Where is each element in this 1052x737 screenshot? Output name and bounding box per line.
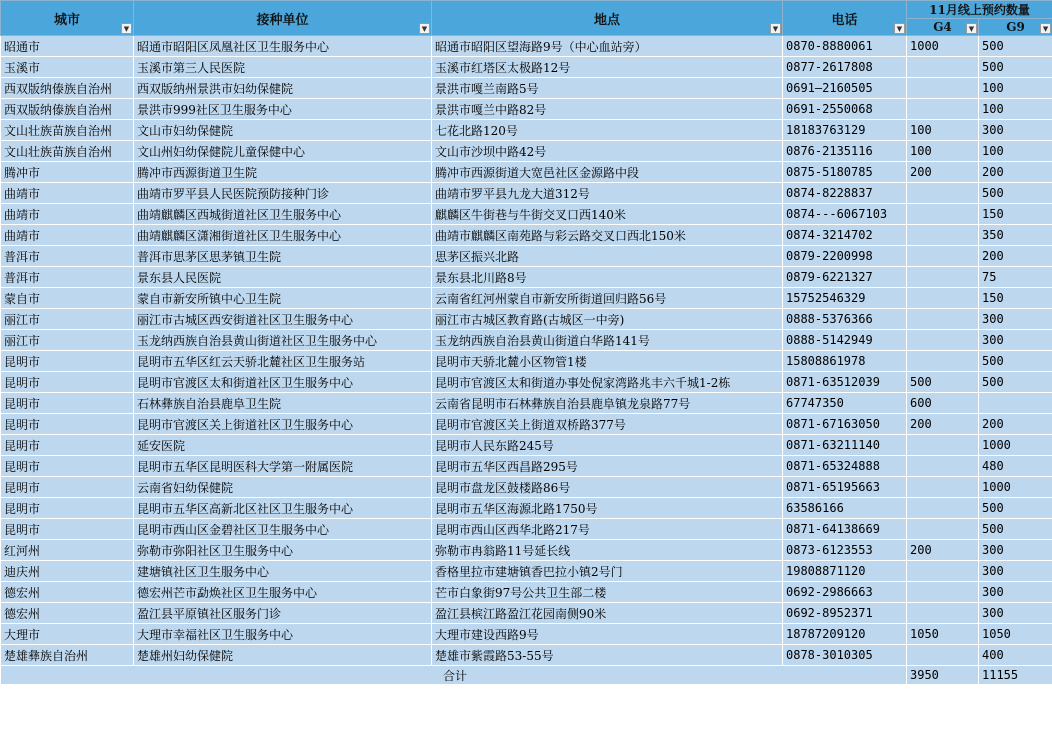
cell-g4[interactable] [907, 456, 979, 477]
header-city-label: 城市 [53, 12, 80, 28]
table-row [1, 624, 1052, 645]
cell-address[interactable]: 盈江县槟江路盈江花园南侧90米 [432, 603, 783, 624]
table-row [1, 57, 1052, 78]
cell-phone[interactable]: 0874-8228837 [783, 183, 907, 204]
cell-unit[interactable]: 文山市妇幼保健院 [134, 120, 432, 141]
cell-phone[interactable]: 0874-3214702 [783, 225, 907, 246]
cell-g4[interactable] [907, 57, 979, 78]
cell-g4[interactable] [907, 351, 979, 372]
header-city [1, 1, 134, 36]
cell-city[interactable]: 西双版纳傣族自治州 [1, 78, 134, 99]
cell-g4[interactable]: 200 [907, 162, 979, 183]
filter-dropdown-icon[interactable]: ▼ [121, 23, 132, 34]
filter-dropdown-icon[interactable]: ▼ [966, 23, 977, 34]
cell-address[interactable]: 腾冲市西源街道大宽邑社区金源路中段 [432, 162, 783, 183]
cell-g9[interactable]: 300 [979, 540, 1052, 561]
cell-g9[interactable]: 500 [979, 372, 1052, 393]
cell-city[interactable]: 丽江市 [1, 330, 134, 351]
total-g4[interactable]: 3950 [907, 666, 979, 685]
header-unit [134, 1, 432, 36]
cell-phone[interactable]: 15808861978 [783, 351, 907, 372]
header-g4 [907, 19, 979, 36]
table-row [1, 36, 1052, 57]
table-row [1, 477, 1052, 498]
cell-phone[interactable]: 0876-2135116 [783, 141, 907, 162]
table-row [1, 603, 1052, 624]
table-row [1, 99, 1052, 120]
cell-unit[interactable]: 玉溪市第三人民医院 [134, 57, 432, 78]
cell-city[interactable]: 丽江市 [1, 309, 134, 330]
cell-g9[interactable]: 100 [979, 99, 1052, 120]
cell-address[interactable]: 云南省昆明市石林彝族自治县鹿阜镇龙泉路77号 [432, 393, 783, 414]
cell-unit[interactable]: 景东县人民医院 [134, 267, 432, 288]
table-row [1, 267, 1052, 288]
cell-city[interactable]: 昆明市 [1, 393, 134, 414]
cell-g9[interactable]: 300 [979, 309, 1052, 330]
cell-address[interactable]: 香格里拉市建塘镇香巴拉小镇2号门 [432, 561, 783, 582]
cell-g9[interactable]: 500 [979, 351, 1052, 372]
cell-unit[interactable]: 昆明市西山区金碧社区卫生服务中心 [134, 519, 432, 540]
cell-g4[interactable]: 600 [907, 393, 979, 414]
cell-g9[interactable]: 100 [979, 78, 1052, 99]
cell-city[interactable]: 昆明市 [1, 498, 134, 519]
cell-city[interactable]: 西双版纳傣族自治州 [1, 99, 134, 120]
cell-unit[interactable]: 普洱市思茅区思茅镇卫生院 [134, 246, 432, 267]
cell-g9[interactable]: 300 [979, 582, 1052, 603]
cell-g4[interactable] [907, 582, 979, 603]
cell-phone[interactable]: 0888-5142949 [783, 330, 907, 351]
cell-phone[interactable]: 0692-2986663 [783, 582, 907, 603]
cell-city[interactable]: 腾冲市 [1, 162, 134, 183]
cell-address[interactable]: 云南省红河州蒙自市新安所街道回归路56号 [432, 288, 783, 309]
cell-address[interactable]: 昆明市五华区海源北路1750号 [432, 498, 783, 519]
cell-phone[interactable]: 0871-63512039 [783, 372, 907, 393]
cell-g9[interactable]: 400 [979, 645, 1052, 666]
table-row [1, 309, 1052, 330]
cell-g9[interactable]: 300 [979, 603, 1052, 624]
table-row [1, 540, 1052, 561]
cell-g4[interactable] [907, 435, 979, 456]
cell-unit[interactable]: 德宏州芒市勐焕社区卫生服务中心 [134, 582, 432, 603]
cell-city[interactable]: 普洱市 [1, 246, 134, 267]
cell-unit[interactable]: 玉龙纳西族自治县黄山街道社区卫生服务中心 [134, 330, 432, 351]
header-g9 [979, 19, 1052, 36]
cell-g9[interactable]: 150 [979, 288, 1052, 309]
cell-phone[interactable]: 0691—2160505 [783, 78, 907, 99]
cell-g9[interactable]: 500 [979, 183, 1052, 204]
table-row [1, 414, 1052, 435]
table-row [1, 162, 1052, 183]
cell-unit[interactable]: 文山州妇幼保健院儿童保健中心 [134, 141, 432, 162]
cell-unit[interactable]: 曲靖麒麟区潇湘街道社区卫生服务中心 [134, 225, 432, 246]
table-body [1, 36, 1052, 685]
cell-city[interactable]: 迪庆州 [1, 561, 134, 582]
total-label[interactable]: 合计 [1, 666, 907, 685]
filter-dropdown-icon[interactable]: ▼ [419, 23, 430, 34]
cell-g9[interactable]: 500 [979, 498, 1052, 519]
filter-dropdown-icon[interactable]: ▼ [770, 23, 781, 34]
header-g4-label: G4 [933, 20, 952, 34]
cell-city[interactable]: 昆明市 [1, 414, 134, 435]
cell-g9[interactable]: 100 [979, 141, 1052, 162]
cell-address[interactable]: 景东县北川路8号 [432, 267, 783, 288]
cell-address[interactable]: 昆明市人民东路245号 [432, 435, 783, 456]
cell-address[interactable]: 昆明市五华区西昌路295号 [432, 456, 783, 477]
cell-g4[interactable] [907, 519, 979, 540]
cell-g9[interactable] [979, 393, 1052, 414]
cell-g4[interactable] [907, 99, 979, 120]
cell-unit[interactable]: 石林彝族自治县鹿阜卫生院 [134, 393, 432, 414]
cell-city[interactable]: 昆明市 [1, 456, 134, 477]
cell-unit[interactable]: 弥勒市弥阳社区卫生服务中心 [134, 540, 432, 561]
table-row [1, 330, 1052, 351]
cell-address[interactable]: 玉龙纳西族自治县黄山街道白华路141号 [432, 330, 783, 351]
cell-city[interactable]: 昭通市 [1, 36, 134, 57]
cell-unit[interactable]: 建塘镇社区卫生服务中心 [134, 561, 432, 582]
cell-unit[interactable]: 盈江县平原镇社区服务门诊 [134, 603, 432, 624]
cell-city[interactable]: 昆明市 [1, 477, 134, 498]
cell-city[interactable]: 曲靖市 [1, 183, 134, 204]
cell-city[interactable]: 德宏州 [1, 582, 134, 603]
cell-phone[interactable]: 0871-67163050 [783, 414, 907, 435]
cell-g9[interactable]: 300 [979, 330, 1052, 351]
cell-unit[interactable]: 昆明市官渡区太和街道社区卫生服务中心 [134, 372, 432, 393]
header-booking-group-label: 11月线上预约数量 [929, 3, 1030, 17]
cell-phone[interactable]: 0873-6123553 [783, 540, 907, 561]
cell-g4[interactable] [907, 267, 979, 288]
cell-unit[interactable]: 西双版纳州景洪市妇幼保健院 [134, 78, 432, 99]
cell-g4[interactable] [907, 225, 979, 246]
cell-address[interactable]: 大理市建设西路9号 [432, 624, 783, 645]
cell-unit[interactable]: 景洪市999社区卫生服务中心 [134, 99, 432, 120]
cell-g4[interactable]: 1000 [907, 36, 979, 57]
table-row [1, 372, 1052, 393]
cell-phone[interactable]: 19808871120 [783, 561, 907, 582]
cell-phone[interactable]: 0879-2200998 [783, 246, 907, 267]
cell-address[interactable]: 玉溪市红塔区太极路12号 [432, 57, 783, 78]
cell-phone[interactable]: 0871-65195663 [783, 477, 907, 498]
cell-unit[interactable]: 昆明市五华区红云天骄北麓社区卫生服务站 [134, 351, 432, 372]
cell-city[interactable]: 蒙自市 [1, 288, 134, 309]
cell-address[interactable]: 芒市白象街97号公共卫生部二楼 [432, 582, 783, 603]
cell-city[interactable]: 曲靖市 [1, 204, 134, 225]
cell-unit[interactable]: 延安医院 [134, 435, 432, 456]
table-row [1, 498, 1052, 519]
table-row [1, 582, 1052, 603]
total-g9[interactable]: 11155 [979, 666, 1052, 685]
cell-g4[interactable]: 200 [907, 540, 979, 561]
cell-g9[interactable]: 500 [979, 519, 1052, 540]
cell-address[interactable]: 景洪市嘎兰南路5号 [432, 78, 783, 99]
filter-dropdown-icon[interactable]: ▼ [1040, 23, 1051, 34]
cell-g9[interactable]: 200 [979, 246, 1052, 267]
header-phone-label: 电话 [831, 12, 858, 28]
cell-city[interactable]: 昆明市 [1, 372, 134, 393]
cell-g4[interactable]: 1050 [907, 624, 979, 645]
cell-phone[interactable]: 0870-8880061 [783, 36, 907, 57]
cell-g4[interactable] [907, 288, 979, 309]
header-booking-group [907, 1, 1052, 19]
table-row [1, 141, 1052, 162]
cell-unit[interactable]: 云南省妇幼保健院 [134, 477, 432, 498]
table-row [1, 225, 1052, 246]
cell-g4[interactable] [907, 246, 979, 267]
cell-g4[interactable]: 200 [907, 414, 979, 435]
cell-city[interactable]: 楚雄彝族自治州 [1, 645, 134, 666]
cell-g4[interactable] [907, 183, 979, 204]
cell-phone[interactable]: 0875-5180785 [783, 162, 907, 183]
cell-g9[interactable]: 200 [979, 162, 1052, 183]
cell-unit[interactable]: 蒙自市新安所镇中心卫生院 [134, 288, 432, 309]
cell-unit[interactable]: 曲靖市罗平县人民医院预防接种门诊 [134, 183, 432, 204]
cell-address[interactable]: 文山市沙坝中路42号 [432, 141, 783, 162]
cell-city[interactable]: 昆明市 [1, 351, 134, 372]
cell-city[interactable]: 玉溪市 [1, 57, 134, 78]
cell-unit[interactable]: 昆明市五华区昆明医科大学第一附属医院 [134, 456, 432, 477]
cell-g4[interactable]: 500 [907, 372, 979, 393]
cell-phone[interactable]: 0879-6221327 [783, 267, 907, 288]
cell-unit[interactable]: 楚雄州妇幼保健院 [134, 645, 432, 666]
cell-phone[interactable]: 0871-65324888 [783, 456, 907, 477]
cell-city[interactable]: 德宏州 [1, 603, 134, 624]
cell-unit[interactable]: 昭通市昭阳区凤凰社区卫生服务中心 [134, 36, 432, 57]
table-row [1, 351, 1052, 372]
cell-g9[interactable]: 300 [979, 561, 1052, 582]
cell-g9[interactable]: 75 [979, 267, 1052, 288]
table-row [1, 288, 1052, 309]
table-row [1, 519, 1052, 540]
cell-g9[interactable]: 350 [979, 225, 1052, 246]
cell-phone[interactable]: 18787209120 [783, 624, 907, 645]
table-row [1, 561, 1052, 582]
table-row [1, 645, 1052, 666]
cell-phone[interactable]: 0691-2550068 [783, 99, 907, 120]
table-row [1, 204, 1052, 225]
cell-phone[interactable]: 63586166 [783, 498, 907, 519]
header-address [432, 1, 783, 36]
cell-g9[interactable]: 1000 [979, 477, 1052, 498]
cell-g4[interactable] [907, 309, 979, 330]
table-row [1, 120, 1052, 141]
cell-address[interactable]: 昆明市官渡区太和街道办事处倪家湾路兆丰六千城1-2栋 [432, 372, 783, 393]
cell-address[interactable]: 昆明市西山区西华北路217号 [432, 519, 783, 540]
cell-city[interactable]: 大理市 [1, 624, 134, 645]
cell-address[interactable]: 弥勒市冉翁路11号延长线 [432, 540, 783, 561]
cell-g9[interactable]: 500 [979, 36, 1052, 57]
cell-city[interactable]: 普洱市 [1, 267, 134, 288]
cell-g4[interactable]: 100 [907, 141, 979, 162]
cell-address[interactable]: 麒麟区牛街巷与牛街交叉口西140米 [432, 204, 783, 225]
cell-g4[interactable] [907, 330, 979, 351]
cell-phone[interactable]: 67747350 [783, 393, 907, 414]
table-row [1, 246, 1052, 267]
header-g9-label: G9 [1006, 20, 1025, 34]
cell-phone[interactable]: 18183763129 [783, 120, 907, 141]
header-unit-label: 接种单位 [256, 12, 309, 28]
table-row [1, 78, 1052, 99]
cell-address[interactable]: 七花北路120号 [432, 120, 783, 141]
cell-city[interactable]: 曲靖市 [1, 225, 134, 246]
cell-g4[interactable] [907, 78, 979, 99]
cell-city[interactable]: 文山壮族苗族自治州 [1, 120, 134, 141]
header-address-label: 地点 [593, 12, 620, 28]
cell-city[interactable]: 昆明市 [1, 435, 134, 456]
cell-address[interactable]: 丽江市古城区教育路(古城区一中旁) [432, 309, 783, 330]
cell-address[interactable]: 思茅区振兴北路 [432, 246, 783, 267]
cell-g9[interactable]: 300 [979, 120, 1052, 141]
table-row [1, 435, 1052, 456]
cell-phone[interactable]: 0877-2617808 [783, 57, 907, 78]
cell-address[interactable]: 楚雄市紫霞路53-55号 [432, 645, 783, 666]
cell-address[interactable]: 昭通市昭阳区望海路9号（中心血站旁） [432, 36, 783, 57]
cell-unit[interactable]: 昆明市官渡区关上街道社区卫生服务中心 [134, 414, 432, 435]
cell-g4[interactable] [907, 645, 979, 666]
cell-phone[interactable]: 0871-63211140 [783, 435, 907, 456]
cell-address[interactable]: 昆明市天骄北麓小区物管1楼 [432, 351, 783, 372]
cell-phone[interactable]: 15752546329 [783, 288, 907, 309]
cell-address[interactable]: 曲靖市麒麟区南苑路与彩云路交叉口西北150米 [432, 225, 783, 246]
cell-address[interactable]: 景洪市嘎兰中路82号 [432, 99, 783, 120]
header-phone [783, 1, 907, 36]
cell-g9[interactable]: 150 [979, 204, 1052, 225]
cell-phone[interactable]: 0871-64138669 [783, 519, 907, 540]
filter-dropdown-icon[interactable]: ▼ [894, 23, 905, 34]
cell-g4[interactable] [907, 498, 979, 519]
cell-unit[interactable]: 曲靖麒麟区西城街道社区卫生服务中心 [134, 204, 432, 225]
table-row [1, 183, 1052, 204]
cell-phone[interactable]: 0878-3010305 [783, 645, 907, 666]
cell-g9[interactable]: 480 [979, 456, 1052, 477]
total-row [1, 666, 1052, 685]
cell-unit[interactable]: 丽江市古城区西安街道社区卫生服务中心 [134, 309, 432, 330]
cell-city[interactable]: 文山壮族苗族自治州 [1, 141, 134, 162]
cell-phone[interactable]: 0888-5376366 [783, 309, 907, 330]
cell-g9[interactable]: 1050 [979, 624, 1052, 645]
cell-g4[interactable] [907, 204, 979, 225]
cell-g4[interactable] [907, 477, 979, 498]
cell-city[interactable]: 红河州 [1, 540, 134, 561]
cell-unit[interactable]: 大理市幸福社区卫生服务中心 [134, 624, 432, 645]
cell-g9[interactable]: 500 [979, 57, 1052, 78]
cell-phone[interactable]: 0692-8952371 [783, 603, 907, 624]
cell-g9[interactable]: 1000 [979, 435, 1052, 456]
cell-g9[interactable]: 200 [979, 414, 1052, 435]
cell-address[interactable]: 昆明市官渡区关上街道双桥路377号 [432, 414, 783, 435]
cell-g4[interactable] [907, 561, 979, 582]
cell-address[interactable]: 昆明市盘龙区鼓楼路86号 [432, 477, 783, 498]
cell-g4[interactable] [907, 603, 979, 624]
cell-phone[interactable]: 0874---6067103 [783, 204, 907, 225]
table-row [1, 456, 1052, 477]
cell-unit[interactable]: 昆明市五华区高新北区社区卫生服务中心 [134, 498, 432, 519]
cell-unit[interactable]: 腾冲市西源街道卫生院 [134, 162, 432, 183]
cell-g4[interactable]: 100 [907, 120, 979, 141]
cell-address[interactable]: 曲靖市罗平县九龙大道312号 [432, 183, 783, 204]
table-header [1, 1, 1052, 36]
table-row [1, 393, 1052, 414]
cell-city[interactable]: 昆明市 [1, 519, 134, 540]
